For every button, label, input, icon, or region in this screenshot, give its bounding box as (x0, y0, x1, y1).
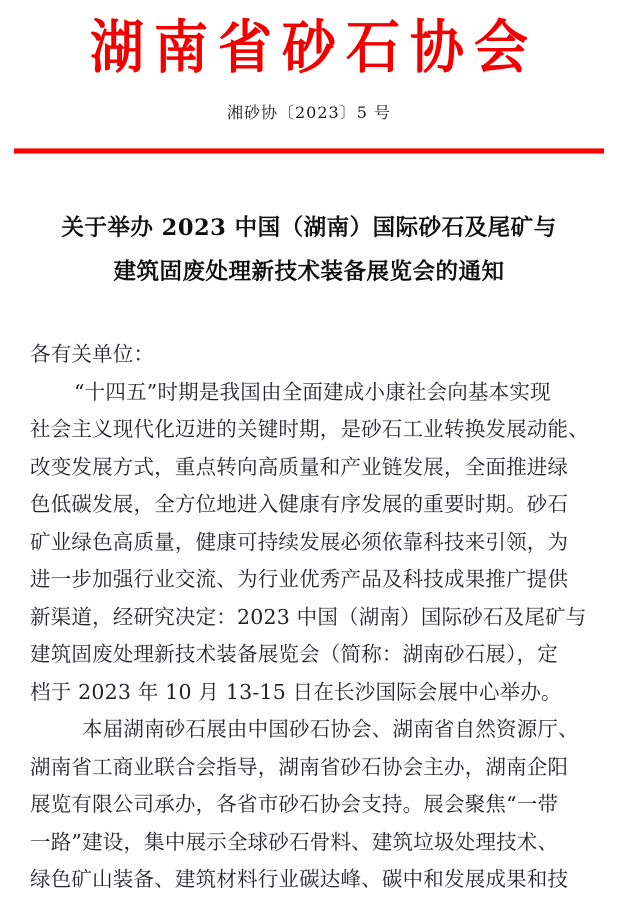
paragraph-1-line-9: 档于 2023 年 10 月 13-15 日在长沙国际会展中心举办。 (30, 679, 562, 704)
paragraph-2-line-1: 本届湖南砂石展由中国砂石协会、湖南省自然资源厅、 (82, 717, 579, 741)
paragraph-1-line-3: 改变发展方式，重点转向高质量和产业链发展，全面推进绿 (30, 454, 569, 479)
paragraph-2-line-5: 绿色矿山装备、建筑材料行业碳达峰、碳中和发展成果和技 (30, 867, 569, 891)
paragraph-1-line-7: 新渠道，经研究决定：2023 中国（湖南）国际砂石及尾矿与 (30, 604, 587, 629)
paragraph-2-line-4: 一路”建设，集中展示全球砂石骨料、建筑垃圾处理技术、 (30, 829, 559, 854)
paragraph-1-line-8: 建筑固废处理新技术装备展览会（简称：湖南砂石展），定 (30, 642, 558, 666)
document-title-line-1: 关于举办 2023 中国（湖南）国际砂石及尾矿与 (61, 215, 557, 241)
letterhead (0, 14, 618, 123)
document-title-line-2: 建筑固废处理新技术装备展览会的通知 (113, 259, 505, 285)
paragraph-1-line-5: 矿业绿色高质量，健康可持续发展必须依靠科技来引领，为 (30, 529, 569, 554)
issuing-organization-title: 湖南省砂石协会 (90, 12, 538, 81)
document-number: 湘砂协〔2023〕5 号 (227, 102, 391, 122)
document-title (30, 206, 588, 294)
paragraph-1-line-1: “十四五”时期是我国由全面建成小康社会向基本实现 (74, 379, 551, 404)
document-body (30, 336, 592, 899)
paragraph-1-line-6: 进一步加强行业交流、为行业优秀产品及科技成果推广提供 (30, 567, 569, 591)
salutation: 各有关单位： (30, 342, 155, 366)
paragraph-2-line-2: 湖南省工商业联合会指导，湖南省砂石协会主办，湖南企阳 (30, 754, 569, 779)
paragraph-1-line-2: 社会主义现代化迈进的关键时期，是砂石工业转换发展动能、 (30, 417, 589, 441)
paragraph-2-line-3: 展览有限公司承办，各省市砂石协会支持。展会聚焦“一带 (30, 792, 559, 816)
paragraph-1-line-4: 色低碳发展，全方位地进入健康有序发展的重要时期。砂石 (30, 492, 569, 516)
red-divider-rule (14, 148, 604, 154)
